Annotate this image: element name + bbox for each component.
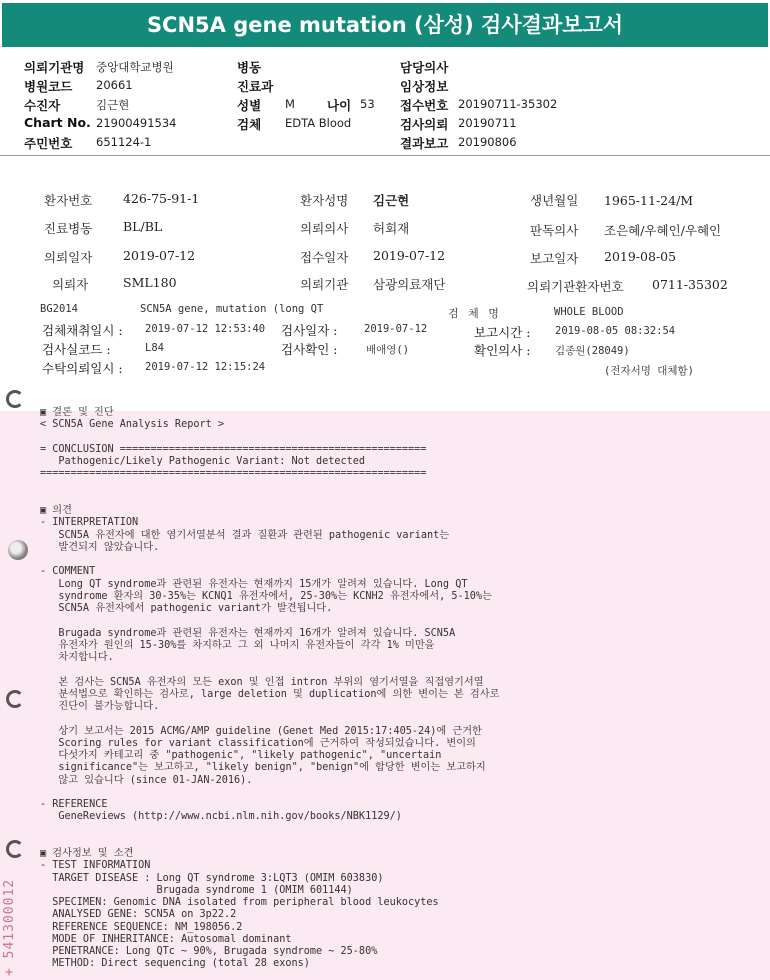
report-line: Brugada syndrome 1 (OMIM 601144) [40, 884, 353, 896]
patient-label: 의뢰자 [52, 277, 89, 292]
report-line: MODE OF INHERITANCE: Autosomal dominant [40, 933, 292, 945]
hdr-label: 검체 [237, 117, 262, 132]
report-line: 차지합니다. [40, 652, 114, 663]
test-code: BG2014 [40, 303, 78, 315]
patient-label: 진료병동 [44, 221, 93, 236]
hdr-value: 20661 [96, 78, 133, 92]
report-line: TARGET DISEASE : Long QT syndrome 3:LQT3 (OMIM 603830) [40, 872, 384, 884]
hdr-label: 나이 [327, 98, 352, 113]
patient-value: 2019-08-05 [604, 249, 677, 264]
patient-value: 삼광의료재단 [373, 277, 446, 292]
report-line: Brugada syndrome과 관련된 유전자는 현재까지 16개가 알려져 있습니다. SCN5A [40, 627, 456, 639]
hdr-value: 20190806 [458, 135, 517, 149]
report-line: significance"는 보고하고, "likely benign", "benign"에 합당한 변이는 보고하지 [40, 762, 486, 774]
hdr-label: 진료과 [237, 79, 274, 94]
report-line: 상기 보고서는 2015 ACMG/AMP guideline (Genet Med 2015:17:405-24)에 근거한 [40, 725, 482, 737]
specimen-label: 검 체 명 [448, 307, 502, 320]
lab-code-value: L84 [145, 342, 164, 354]
report-line: SPECIMEN: Genomic DNA isolated from peripheral blood leukocytes [40, 897, 439, 908]
patient-value: 0711-35302 [652, 277, 728, 292]
hdr-label: 병동 [237, 60, 262, 75]
report-line: Long QT syndrome과 관련된 유전자는 현재까지 15개가 알려져 있습니다. Long QT [40, 578, 468, 590]
patient-label: 보고일자 [530, 251, 579, 266]
report-line: - INTERPRETATION [40, 517, 139, 529]
report-time-label: 보고시간 : [474, 325, 531, 340]
patient-label: 의뢰기관 [300, 277, 349, 292]
exam-date-label: 검사일자 : [281, 323, 338, 338]
hdr-label: Chart No. [24, 115, 91, 130]
report-line: METHOD: Direct sequencing (total 28 exons) [40, 958, 310, 970]
hdr-value: 중앙대학교병원 [96, 60, 174, 74]
hdr-label: 임상정보 [400, 79, 449, 94]
received-label: 수탁의뢰일시 : [42, 361, 123, 376]
report-line: - REFERENCE [40, 799, 108, 810]
hdr-label: 성별 [237, 98, 262, 113]
report-line: 본 검사는 SCN5A 유전자의 모든 exon 및 인접 intron 부위의 염기서열을 직접염기서열 [40, 676, 484, 688]
report-line: 발견되지 않았습니다. [40, 541, 160, 553]
report-line: ANALYSED GENE: SCN5A on 3p22.2 [40, 909, 237, 921]
binder-hole [6, 690, 24, 708]
report-line: 분석법으로 확인하는 검사로, large deletion 및 duplication에 의한 변이는 본 검사로 [40, 688, 500, 700]
hdr-label: 접수번호 [400, 98, 449, 113]
hdr-label: 주민번호 [24, 136, 73, 151]
specimen-value: WHOLE BLOOD [554, 306, 624, 318]
esign-note: (전자서명 대체함) [604, 365, 694, 377]
report-line: REFERENCE SEQUENCE: NM_198056.2 [40, 921, 243, 933]
report-line: < SCN5A Gene Analysis Report > [40, 419, 225, 431]
patient-value: 426-75-91-1 [123, 191, 200, 206]
hdr-value: 20190711 [458, 116, 517, 130]
report-line: Scoring rules for variant classification에 근거하여 작성되었습니다. 변이의 [40, 737, 476, 749]
patient-value: SML180 [123, 275, 177, 290]
patient-value: 1965-11-24/M [604, 193, 694, 208]
patient-label: 환자번호 [44, 193, 93, 208]
binder-hole [6, 390, 24, 408]
hdr-label: 병원코드 [24, 79, 73, 94]
hdr-value: 20190711-35302 [458, 97, 558, 111]
binder-hole [8, 540, 28, 560]
hdr-value: 21900491534 [96, 116, 177, 130]
hdr-label: 수진자 [24, 98, 61, 113]
report-line: - TEST INFORMATION [40, 860, 151, 872]
patient-value: BL/BL [123, 219, 163, 234]
test-name: SCN5A gene, mutation (long QT [140, 303, 324, 315]
report-title: SCN5A gene mutation (삼성) 검사결과보고서 [2, 3, 768, 47]
hdr-label: 담당의사 [400, 60, 449, 75]
hdr-value: EDTA Blood [285, 116, 352, 130]
report-line: GeneReviews (http://www.ncbi.nlm.nih.gov/books/NBK1129/) [40, 811, 402, 823]
report-line: ▣ 검사정보 및 소견 [40, 848, 134, 859]
patient-label: 생년월일 [530, 193, 579, 208]
patient-value: 허회재 [373, 221, 410, 236]
lab-code-label: 검사실코드 : [42, 342, 111, 357]
collect-label: 검체채취일시 : [42, 323, 123, 338]
report-line: ▣ 의견 [40, 505, 72, 516]
report-line: PENETRANCE: Long QTc ~ 90%, Brugada syndrome ~ 25-80% [40, 946, 378, 957]
confirm-value: 배애영() [366, 344, 410, 356]
collect-value: 2019-07-12 12:53:40 [145, 323, 266, 335]
patient-value: 2019-07-12 [373, 248, 446, 263]
patient-label: 의뢰일자 [44, 250, 93, 265]
doctor-value: 김종원(28049) [555, 345, 630, 357]
hdr-label: 결과보고 [400, 136, 449, 151]
patient-label: 환자성명 [300, 193, 349, 208]
report-line: =============================================================== [40, 468, 427, 480]
hdr-value: 651124-1 [96, 135, 152, 149]
report-line: SCN5A 유전자에서 pathogenic variant가 발견됩니다. [40, 603, 333, 614]
report-line: ▣ 결론 및 진단 [40, 407, 114, 418]
hdr-label: 검사의뢰 [400, 117, 449, 132]
barcode-number: + 541300012 [2, 878, 17, 976]
report-line: - COMMENT [40, 566, 96, 578]
patient-label: 접수일자 [300, 250, 349, 265]
report-line: 진단이 불가능합니다. [40, 701, 160, 712]
scanned-report [0, 160, 770, 980]
received-value: 2019-07-12 12:15:24 [145, 361, 266, 373]
hdr-label: 의뢰기관명 [24, 60, 85, 75]
report-line: Pathogenic/Likely Pathogenic Variant: Not detected [40, 456, 366, 467]
patient-value: 2019-07-12 [123, 248, 196, 263]
patient-value: 김근현 [373, 193, 410, 208]
report-line: SCN5A 유전자에 대한 염기서열분석 결과 질환과 관련된 pathogenic variant는 [40, 529, 450, 541]
report-line: 않고 있습니다 (since 01-JAN-2016). [40, 774, 253, 786]
hdr-value: 김근현 [96, 98, 130, 112]
patient-label: 판독의사 [530, 223, 579, 238]
order-header [0, 52, 770, 156]
patient-label: 의뢰의사 [300, 221, 349, 236]
hdr-value: 53 [360, 97, 375, 111]
report-line: 유전자가 원인의 15-30%를 차지하고 그 외 나머지 유전자들이 각각 1% 미만을 [40, 639, 435, 651]
hdr-value: M [285, 97, 295, 111]
patient-value: 조은혜/우혜인/우혜인 [604, 223, 722, 238]
report-line: syndrome 환자의 30-35%는 KCNQ1 유전자에서, 25-30%는 KCNH2 유전자에서, 5-10%는 [40, 590, 492, 602]
report-line: = CONCLUSION ================================================== [40, 443, 427, 455]
exam-date-value: 2019-07-12 [364, 323, 428, 335]
patient-label: 의뢰기관환자번호 [527, 279, 624, 294]
confirm-label: 검사확인 : [281, 342, 338, 357]
report-line: 다섯가지 카테고리 중 "pathogenic", "likely pathogenic", "uncertain [40, 750, 442, 761]
report-time-value: 2019-08-05 08:32:54 [555, 325, 676, 337]
doctor-label: 확인의사 : [474, 343, 531, 358]
